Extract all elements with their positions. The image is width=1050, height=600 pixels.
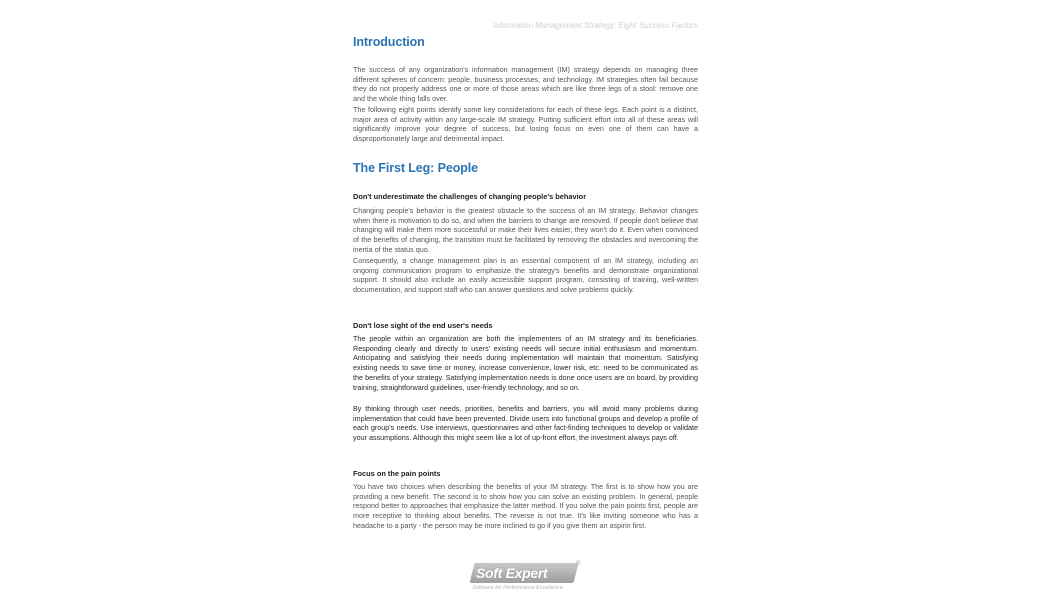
user-needs-paragraph-2: By thinking through user needs, priorities, benefits and barriers, you will avoid many problems during implementation that could have been prevented. Divide users into functional groups and develop a profile of each group's needs. Use interviews, questionnaires and other fact-finding techniques to develop or validate your assumptions. Although this might seem like a lot of up-front effort, the investment always pays off. bbox=[353, 404, 698, 443]
registered-mark: ® bbox=[576, 561, 581, 567]
softexpert-logo bbox=[472, 563, 582, 595]
intro-paragraph-2: The following eight points identify some key considerations for each of these legs. Each point is a distinct, major area of activity within any large-scale IM strategy. Putting sufficient effort into all of these areas will significantly improve your degree of success, but losing focus on even one of them can have a disproportionately large and detrimental impact. bbox=[353, 105, 698, 144]
section-title-behavior: Don't underestimate the challenges of changing people's behavior bbox=[353, 192, 587, 201]
section-title-pain-points: Focus on the pain points bbox=[353, 469, 441, 478]
introduction-heading: Introduction bbox=[353, 35, 425, 49]
first-leg-heading: The First Leg: People bbox=[353, 161, 478, 175]
running-header: Information Management Strategy: Eight Success Factors bbox=[493, 21, 698, 30]
section-title-user-needs: Don't lose sight of the end user's needs bbox=[353, 321, 493, 330]
logo-wordmark: Soft Expert bbox=[476, 565, 548, 581]
behavior-paragraph-2: Consequently, a change management plan is an essential component of an IM strategy, including an ongoing communication program to emphasize the strategy's benefits and demonstrate organizational support. It should also include an easily accessible support program, consisting of training, well-written documentation, and support staff who can answer questions and solve problems quickly. bbox=[353, 256, 698, 295]
behavior-paragraph-1: Changing people's behavior is the greatest obstacle to the success of an IM strategy. Behavior changes when there is motivation to do so, and when the barriers to change are removed. If people don't believe that changing will make them more successful or make their lives easier, they won't do it. Even when convinced of the benefits of changing, the transition must be facilitated by removing the obstacles and overcoming the inertia of the status quo. bbox=[353, 206, 698, 254]
pain-points-paragraph-1: You have two choices when describing the benefits of your IM strategy. The first is to show how you are providing a new benefit. The second is to show how you can solve an existing problem. In general, people respond better to approaches that emphasize the latter method. If you solve the pain points first, people are more receptive to thinking about benefits. The reverse is not true. It's like inviting someone who has a headache to a party - the person may be more inclined to go if you give them an aspirin first. bbox=[353, 482, 698, 530]
intro-paragraph-1: The success of any organization's information management (IM) strategy depends on managing three different spheres of concern: people, business processes, and technology. IM strategies often fail because they do not properly address one or more of those areas which are like three legs of a stool: remove one and the whole thing falls over. bbox=[353, 65, 698, 104]
user-needs-paragraph-1: The people within an organization are both the implementers of an IM strategy and its beneficiaries. Responding clearly and directly to users' existing needs will secure initial enthusiasm and momentum. Anticipating and satisfying their needs during implementation will maintain that momentum. Satisfying existing needs to save time or money, increase convenience, lower risk, etc. need to be communicated as the benefits of your strategy. Satisfying implementation needs is done once users are on board, by providing training, straightforward guidelines, user-friendly technology, and so on. bbox=[353, 334, 698, 392]
logo-tagline: Software for Performance Excellence bbox=[472, 585, 563, 591]
